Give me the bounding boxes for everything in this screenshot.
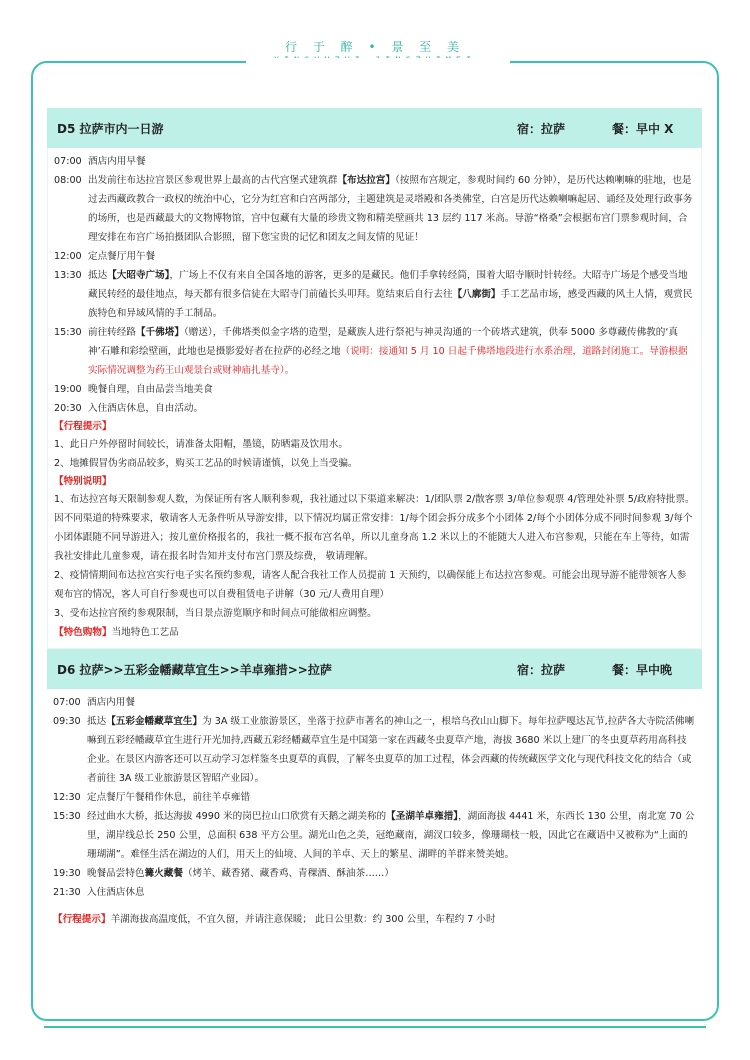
schedule-text: 定点餐厅午餐稍作休息，前往羊卓雍错 xyxy=(87,792,251,803)
schedule-row xyxy=(53,712,696,788)
attraction-name: 【布达拉宫】 xyxy=(337,175,395,186)
schedule-text xyxy=(88,323,695,380)
text-part: 手工艺品市场，感受西藏的风土人情，观赏民族特色和异域风情的手工制品。 xyxy=(88,289,693,319)
text-part: 抵达 xyxy=(88,270,108,281)
itinerary-content xyxy=(47,108,702,935)
schedule-time: 08:00 xyxy=(54,175,82,186)
schedule-text xyxy=(88,171,695,247)
frame-dash-right xyxy=(510,61,528,63)
day6-header xyxy=(47,649,702,689)
schedule-row xyxy=(54,152,695,171)
day5-stay: 宿：拉萨 xyxy=(517,121,566,136)
shopping-text: 当地特色工艺品 xyxy=(111,627,179,638)
schedule-row xyxy=(54,323,695,380)
brand-chinese: 行 于 醉 • 景 至 美 xyxy=(285,40,465,54)
day5-header xyxy=(47,108,702,148)
tip-item: 2、地摊假冒伪劣商品较多，购买工艺品的时候请谨慎，以免上当受骗。 xyxy=(54,458,358,469)
special-item: 3、受布达拉宫预约参观限制，当日景点游览顺序和时间点可能做相应调整。 xyxy=(54,608,377,619)
shopping-label: 【特色购物】 xyxy=(54,627,112,638)
text-part: 前往转经路 xyxy=(88,327,136,338)
special-item: 1、布达拉宫每天限制参观人数，为保证所有客人顺利参观，我社通过以下渠道来解决：1/团队票 2/散客票 3/单位参观票 4/管理处补票 5/政府特批票。 因不同渠道的特殊要求，敬请客人无条件听从导游安排，以下情况均属正常安排：1/每个团会拆分成多个小团体 2/每个小团体分成不同时间参观 3/每个小团体跟随不同导游进入；按儿童价格报名的，我社一概不报布宫名单，所以儿童身高 1.2 米以上的不能随大人进入布宫参观，只能在车上等待，如需我社安排此儿童参观，请在报名时告知并支付布宫门票及综费， 敬请理解。 xyxy=(54,494,695,562)
attraction-name: 篝火藏餐 xyxy=(144,868,183,879)
day5-title: D5 拉萨市内一日游 xyxy=(57,121,164,136)
notice-text: （说明：接通知 5 月 10 日起千佛塔地段进行水系治理，道路封闭施工。导游根据实际情况调整为药王山观景台或财神庙扎基寺）。 xyxy=(88,346,688,376)
schedule-time: 07:00 xyxy=(53,697,81,708)
text-part: （烤羊、藏香猪、藏香鸡、青稞酒、酥油茶……） xyxy=(182,868,394,879)
text-part: （按照布宫规定，参观时间约 60 分钟），是历代达赖喇嘛的驻地，也是过去西藏政教合一政权的统治中心，它分为红宫和白宫两部分，主题建筑是灵塔殿和各类佛堂，白宫是历代达赖喇嘛起居、诵经及处理行政事务的场所，也是西藏最大的文物博物馆，宫中包藏有大量的珍贵文物和精美壁画共 13 层约 117 米高。导游“格桑”会根据布宫门票参观时间，合理安排在布宫广场拍摄团队合影照，留下您宝贵的记忆和团友之间友情的见证！ xyxy=(88,175,693,243)
tip-item: 1、此日户外停留时间较长，请准备太阳帽，墨镜，防晒霜及饮用水。 xyxy=(54,439,348,450)
schedule-time: 19:00 xyxy=(54,384,82,395)
schedule-row xyxy=(54,247,695,266)
schedule-row xyxy=(54,380,695,399)
schedule-text xyxy=(87,807,696,864)
day5-schedule xyxy=(47,148,702,649)
day6-stay: 宿：拉萨 xyxy=(517,662,566,677)
schedule-text: 酒店内用早餐 xyxy=(88,156,146,167)
schedule-text: 入住酒店休息，自由活动。 xyxy=(88,403,204,414)
attraction-name: 【大昭寺广场】 xyxy=(107,270,170,281)
attraction-name: 【千佛塔】 xyxy=(135,327,184,338)
tips-label: 【行程提示】 xyxy=(54,421,112,432)
schedule-time: 07:00 xyxy=(54,156,82,167)
frame-gap xyxy=(237,58,525,66)
day6-meal: 餐：早中晚 xyxy=(612,662,673,677)
schedule-text: 定点餐厅用午餐 xyxy=(88,251,156,262)
schedule-time: 15:30 xyxy=(54,327,82,338)
schedule-text: 晚餐自理，自由品尝当地美食 xyxy=(88,384,213,395)
schedule-row xyxy=(53,807,696,864)
text-part: ，广场上不仅有来自全国各地的游客，更多的是藏民。他们手拿转经筒，围着大昭寺顺时针转经。大昭寺广场是个感受当地藏民转经的最佳地点，每天都有很多信徒在大昭寺门前磕长头叩拜。览结束后自行去往 xyxy=(88,270,688,300)
day6-title: D6 拉萨>>五彩金幡藏草宜生>>羊卓雍措>>拉萨 xyxy=(57,662,332,677)
schedule-time: 13:30 xyxy=(54,270,82,281)
schedule-time: 15:30 xyxy=(53,811,81,822)
schedule-time: 12:30 xyxy=(53,792,81,803)
text-part: 为 3A 级工业旅游景区，坐落于拉萨市著名的神山之一，根培乌孜山山脚下。每年拉萨嘎达瓦节,拉萨各大寺院活佛喇嘛到五彩经幡藏草宜生进行开光加持,西藏五彩经幡藏草宜生是中国第一家在西藏冬虫夏草产地，海拔 3680 米以上建厂的冬虫夏草药用高科技企业。在景区内游客还可以互动学习怎样鉴冬虫夏草的真假，了解冬虫夏草的加工过程，体会西藏的传统藏医学文化与现代科技文化的结合（或者前往 3A 级工业旅游景区智昭产业园）。 xyxy=(87,716,695,784)
bottom-bar xyxy=(44,1026,706,1028)
schedule-row xyxy=(53,788,696,807)
schedule-time: 12:00 xyxy=(54,251,82,262)
schedule-row xyxy=(53,864,696,883)
text-part: 抵达 xyxy=(87,716,107,727)
schedule-text xyxy=(88,266,695,323)
shopping-line xyxy=(54,623,695,642)
schedule-row xyxy=(54,171,695,247)
text-part: （赠送），千佛塔类似金字塔的造型，是藏族人进行祭祀与神灵沟通的一个砖塔式建筑，供奉 5000 多尊藏传佛教的‘真神’石雕和彩绘壁画，此地也是摄影爱好者在拉萨的必经之地 xyxy=(88,327,678,357)
schedule-row xyxy=(54,266,695,323)
schedule-time: 19:30 xyxy=(53,868,81,879)
schedule-time: 20:30 xyxy=(54,403,82,414)
tips-text: 羊湖海拔高温度低，不宜久留，并请注意保暖； 此日公里数：约 300 公里，车程约 7 小时 xyxy=(110,914,496,925)
frame-dash-left xyxy=(228,61,246,63)
day6-schedule xyxy=(47,689,702,935)
d6-tips-line xyxy=(53,910,696,929)
text-part: 晚餐品尝特色 xyxy=(87,868,145,879)
text-part: ，湖面海拔 4441 米，东西长 130 公里，南北宽 70 公里，湖岸线总长 250 公里，总面积 638 平方公里。湖光山色之美，冠绝藏南，湖汊口较多，像珊瑚枝一般，因此它在藏语中又被称为“上面的珊瑚湖”。难怪生活在湖边的人们，用天上的仙境、人间的羊卓、天上的繁星、湖畔的羊群来赞美她。 xyxy=(87,811,695,860)
schedule-text xyxy=(87,712,696,788)
attraction-name: 【八廓街】 xyxy=(452,289,501,300)
text-part: 出发前往布达拉宫景区参观世界上最高的古代宫堡式建筑群 xyxy=(88,175,338,186)
schedule-text: 入住酒店休息 xyxy=(87,887,145,898)
text-part: 经过曲水大桥，抵达海拔 4990 米的岗巴拉山口欣赏有天鹅之湖美称的 xyxy=(87,811,387,822)
attraction-name: 【圣湖羊卓雍措】 xyxy=(386,811,459,822)
schedule-text: 酒店内用餐 xyxy=(87,697,135,708)
special-label: 【特别说明】 xyxy=(54,476,112,487)
tips-label: 【行程提示】 xyxy=(53,914,111,925)
schedule-time: 21:30 xyxy=(53,887,81,898)
schedule-time: 09:30 xyxy=(53,716,81,727)
schedule-row xyxy=(53,693,696,712)
schedule-text xyxy=(87,864,696,883)
day5-meal: 餐：早中 X xyxy=(612,121,674,136)
special-item: 2、疫情情期间布达拉宫实行电子实名预约参观，请客人配合我社工作人员提前 1 天预约，以确保能上布达拉宫参观。可能会出现导游不能带领客人参观布宫的情况，客人可自行参观也可以自费租赁电子讲解（30 元/人费用自理） xyxy=(54,570,687,600)
schedule-row xyxy=(53,883,696,902)
schedule-row xyxy=(54,399,695,418)
attraction-name: 【五彩金幡藏草宜生】 xyxy=(106,716,203,727)
